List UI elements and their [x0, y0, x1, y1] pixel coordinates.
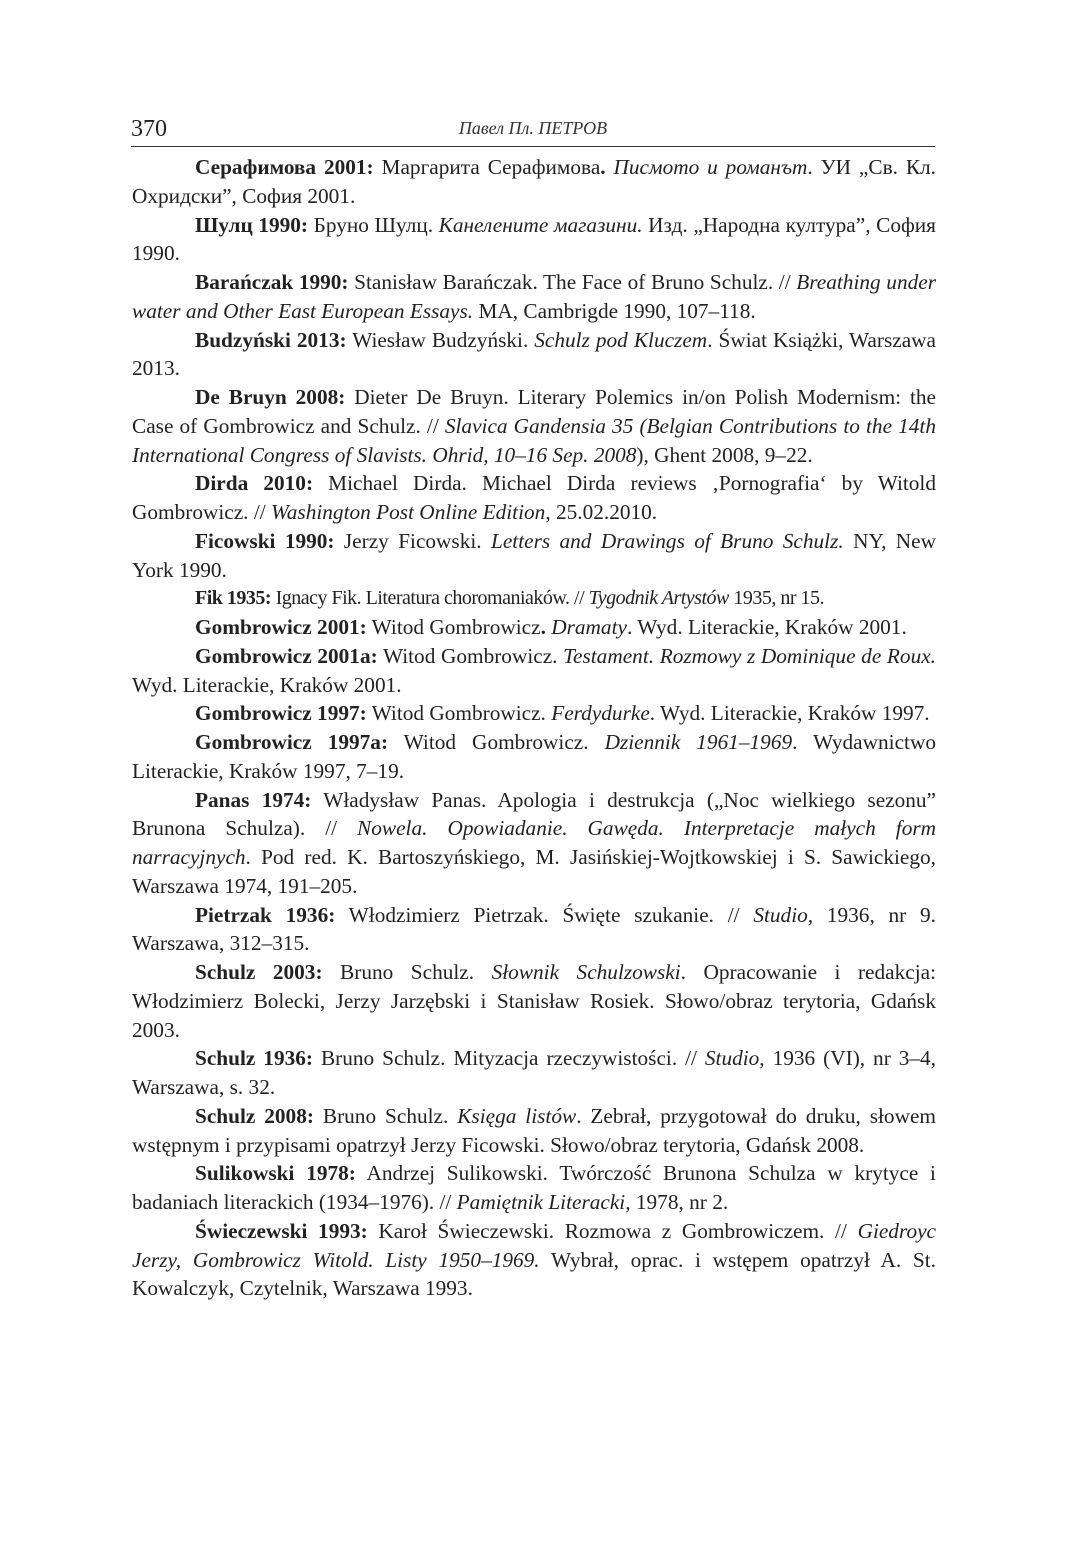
- bibliography-entry: [132, 699, 936, 728]
- entry-text: . Wyd. Literackie, Kraków 2001.: [626, 615, 907, 639]
- entry-key: Sulikowski 1978:: [195, 1161, 356, 1186]
- entry-title: Księga listów: [457, 1103, 577, 1128]
- bibliography-entry: [132, 1159, 936, 1217]
- entry-title: Washington Post Online Edition: [271, 500, 546, 524]
- entry-title: Pamiętnik Literacki,: [456, 1190, 631, 1214]
- entry-title: Słownik Schulzowski: [491, 960, 681, 984]
- entry-text: 1935, nr 15.: [728, 587, 825, 610]
- entry-key: Budzyński 2013:: [195, 327, 347, 352]
- entry-text: Bruno Schulz. Mityzacja rzeczywistości. //: [313, 1046, 705, 1071]
- entry-text: Wiesław Budzyński.: [346, 327, 535, 352]
- entry-key: Серафимова 2001:: [195, 155, 374, 179]
- entry-title: Breathing under water and Other East European Essays.: [132, 270, 936, 323]
- entry-text: . Wyd. Literackie, Kraków 1997.: [649, 701, 930, 726]
- entry-title: Dziennik 1961–1969: [604, 730, 793, 754]
- entry-text: Ignacy Fik. Literatura choromaniaków. //: [271, 587, 589, 610]
- entry-title: Letters and Drawings of Bruno Schulz.: [490, 528, 844, 553]
- bibliography-entry: [132, 642, 936, 700]
- entry-text: Изд. „Народна култура”, София 1990.: [132, 212, 936, 266]
- bibliography-entry: [132, 584, 936, 613]
- entry-text: 1978, nr 2.: [630, 1190, 729, 1214]
- bibliography-entry: [132, 527, 936, 585]
- entry-text: Michael Dirda. Michael Dirda reviews ‚Pornografia‘ by Witold Gombrowicz. //: [132, 471, 936, 524]
- entry-text: . УИ „Св. Кл. Охридски”, София 2001.: [132, 155, 937, 208]
- page-header: [131, 116, 935, 147]
- entry-text: Witod Gombrowicz.: [377, 643, 564, 668]
- bibliography-entry: [132, 728, 936, 786]
- entry-key: Pietrzak 1936:: [195, 902, 336, 927]
- entry-key: Schulz 2003:: [195, 960, 323, 984]
- entry-title: Testament. Rozmowy z Dominique de Roux.: [563, 643, 937, 668]
- bibliography-list: [132, 153, 936, 1303]
- entry-title: Giedroyc Jerzy, Gombrowicz Witold. Listy 1950–1969.: [132, 1218, 937, 1272]
- entry-text: NY, New York 1990.: [132, 528, 936, 582]
- entry-text: Andrzej Sulikowski. Twórczość Brunona Schulza w krytyce i badaniach literackich (1934–1976). //: [132, 1161, 936, 1214]
- entry-text: , 25.02.2010.: [545, 500, 658, 524]
- bibliography-entry: [132, 901, 936, 959]
- entry-key: Gombrowicz 1997a:: [195, 730, 389, 754]
- entry-key: Schulz 1936:: [195, 1046, 313, 1071]
- running-head: Павел Пл. ПЕТРОВ: [458, 118, 608, 138]
- entry-bold-text: .: [600, 155, 606, 179]
- entry-text: ), Ghent 2008, 9–22.: [636, 442, 813, 467]
- entry-title: Studio,: [704, 1046, 765, 1071]
- entry-text: MA, Cambrigde 1990, 107–118.: [473, 298, 756, 323]
- entry-key: De Bruyn 2008:: [195, 385, 346, 409]
- entry-text: . Wydawnictwo Literackie, Kraków 1997, 7–19.: [132, 730, 936, 783]
- bibliography-entry: [132, 1217, 936, 1303]
- entry-key: Шулц 1990:: [195, 212, 309, 237]
- entry-text: 1936, nr 9. Warszawa, 312–315.: [132, 902, 936, 956]
- entry-title: Tygodnik Artystów: [588, 587, 729, 610]
- bibliography-entry: [132, 1102, 936, 1160]
- entry-text: Witod Gombrowicz.: [366, 701, 552, 726]
- entry-text: Бруно Шулц.: [308, 212, 439, 237]
- entry-text: Władysław Panas. Apologia i destrukcja („Noc wielkiego sezonu” Brunona Schulza). //: [132, 787, 937, 841]
- entry-title: Канелените магазини.: [438, 212, 643, 237]
- bibliography-entry: [132, 469, 936, 527]
- bibliography-entry: [132, 153, 936, 211]
- entry-key: Fik 1935:: [195, 587, 272, 610]
- entry-title: Nowela. Opowiadanie. Gawęda. Interpretacje małych form narracyjnych: [132, 816, 937, 869]
- entry-text: . Pod red. K. Bartoszyńskiego, M. Jasińskiej-Wojtkowskiej i S. Sawickiego, Warszawa 1974, 191–205.: [132, 845, 936, 898]
- entry-text: Włodzimierz Pietrzak. Święte szukanie. //: [335, 902, 754, 927]
- entry-text: Bruno Schulz.: [322, 960, 492, 984]
- entry-text: Witod Gombrowicz.: [388, 730, 605, 754]
- bibliography-entry: [132, 786, 936, 901]
- entry-text: Маргарита Серафимова: [373, 155, 601, 179]
- entry-text: . Zebrał, przygotował do druku, słowem wstępnym i przypisami opatrzył Jerzy Ficowski. Słowo/obraz terytoria, Gdańsk 2008.: [132, 1103, 936, 1157]
- entry-key: Dirda 2010:: [195, 471, 314, 496]
- entry-text: . Świat Książki, Warszawa 2013.: [132, 327, 936, 381]
- bibliography-entry: [132, 958, 936, 1044]
- entry-key: Panas 1974:: [195, 787, 312, 812]
- entry-text: Dieter De Bruyn. Literary Polemics in/on Polish Modernism: the Case of Gombrowicz and Schulz. //: [132, 385, 936, 438]
- bibliography-entry: [132, 326, 936, 384]
- entry-title: Slavica Gandensia 35 (Belgian Contributions to the 14th International Congress of Slavists. Ohrid, 10–16 Sep. 2008: [132, 413, 937, 467]
- entry-text: Witod Gombrowicz: [366, 615, 541, 639]
- page-number: 370: [131, 116, 167, 142]
- entry-title: Schulz pod Kluczem: [534, 327, 708, 352]
- entry-key: Gombrowicz 2001:: [195, 615, 367, 639]
- entry-text: 1936 (VI), nr 3–4, Warszawa, s. 32.: [132, 1046, 937, 1099]
- entry-text: Bruno Schulz.: [313, 1103, 458, 1128]
- entry-text: [606, 155, 614, 179]
- entry-title: Studio,: [753, 902, 814, 927]
- bibliography-entry: [132, 268, 936, 326]
- entry-text: Wybrał, oprac. i wstępem opatrzył A. St. Kowalczyk, Czytelnik, Warszawa 1993.: [132, 1247, 936, 1301]
- entry-key: Ficowski 1990:: [195, 528, 335, 553]
- entry-key: Barańczak 1990:: [195, 270, 349, 294]
- bibliography-entry: [132, 613, 936, 642]
- entry-key: Gombrowicz 2001a:: [195, 643, 378, 668]
- entry-key: Schulz 2008:: [195, 1103, 314, 1128]
- entry-text: Karoł Świeczewski. Rozmowa z Gombrowiczem. //: [367, 1218, 858, 1243]
- bibliography-entry: [132, 383, 936, 469]
- entry-title: Ferdydurke: [551, 701, 650, 726]
- entry-text: Jerzy Ficowski.: [334, 528, 491, 553]
- entry-bold-text: .: [540, 615, 546, 639]
- entry-key: Świeczewski 1993:: [195, 1218, 368, 1243]
- entry-title: Писмото и романът: [613, 155, 808, 179]
- bibliography-entry: [132, 211, 936, 269]
- entry-title: Dramaty: [551, 615, 627, 639]
- entry-text: Wyd. Literackie, Kraków 2001.: [132, 672, 402, 697]
- entry-text: . Opracowanie i redakcja: Włodzimierz Bolecki, Jerzy Jarzębski i Stanisław Rosiek. Słowo/obraz terytoria, Gdańsk 2003.: [132, 960, 936, 1042]
- entry-text: Stanisław Barańczak. The Face of Bruno Schulz. //: [348, 270, 797, 294]
- entry-key: Gombrowicz 1997:: [195, 701, 367, 726]
- bibliography-entry: [132, 1044, 936, 1102]
